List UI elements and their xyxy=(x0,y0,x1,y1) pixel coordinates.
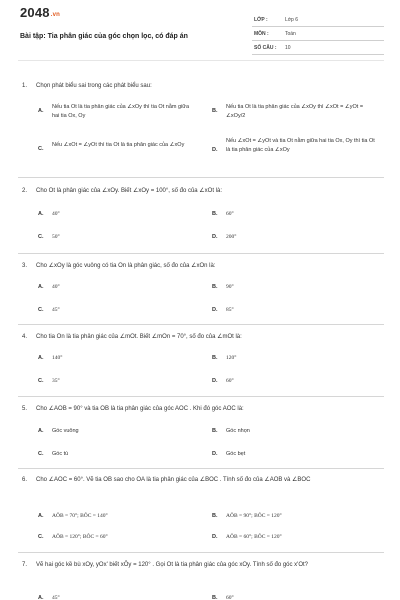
question-number: 5. xyxy=(22,406,28,412)
option-letter: A. xyxy=(38,595,44,600)
question-divider xyxy=(18,324,384,325)
option-text: 40° xyxy=(52,211,60,217)
option-text: Nếu ∠xOt = ∠yOt và tia Ot nằm giữa hai tia Ox, Oy thì tia Ot là tia phân giác của ∠xOy xyxy=(226,138,375,153)
header-divider xyxy=(18,60,384,61)
document-header xyxy=(0,0,400,68)
document-title: Bài tập: Tia phân giác của góc chọn lọc, có đáp án xyxy=(20,33,188,40)
option-letter: D. xyxy=(212,378,218,384)
option-text: AÔB = 120°; BÔC = 60° xyxy=(52,534,108,540)
meta-key: MÔN : xyxy=(254,31,269,37)
option-letter: B. xyxy=(212,108,218,114)
logo-suffix: .vn xyxy=(50,12,61,18)
option-text: 85° xyxy=(226,307,234,313)
meta-value: Toán xyxy=(285,31,296,37)
question-number: 6. xyxy=(22,477,28,483)
option-text: 35° xyxy=(52,378,60,384)
question-number: 2. xyxy=(22,188,28,194)
question-divider xyxy=(18,253,384,254)
question-text: Cho tia On là tia phân giác của ∠mOt. Biết ∠mOn = 70°, số đo của ∠mOt là: xyxy=(36,334,242,340)
question-text: Cho ∠AOB = 90° và tia OB là tia phân giác của góc AOC . Khi đó góc AOC là: xyxy=(36,406,244,412)
option-text: 90° xyxy=(226,284,234,290)
option-letter: D. xyxy=(212,534,218,540)
question-text: Cho Ot là phân giác của ∠xOy. Biết ∠xOy = 100°, số đo của ∠xOt là: xyxy=(36,188,223,194)
option-text: AÔB = 90°; BÔC = 120° xyxy=(226,513,282,519)
logo-text: 2048 xyxy=(20,5,50,20)
option-letter: C. xyxy=(38,307,44,313)
option-letter: A. xyxy=(38,108,44,114)
option-text: Nếu tia Ot là tia phân giác của ∠xOy thì tia Ot nằm giữa hai tia Ox, Oy xyxy=(52,104,190,119)
option-text: 200° xyxy=(226,234,237,240)
question-text: Cho ∠AOC = 60°. Vẽ tia OB sao cho OA là tia phân giác của ∠BOC . Tính số đo của ∠AOB và ∠BOC xyxy=(36,477,311,483)
option-text: Góc nhọn xyxy=(226,428,250,434)
option-text: 120° xyxy=(226,355,237,361)
meta-row-count xyxy=(252,42,384,55)
option-letter: A. xyxy=(38,284,44,290)
meta-value: 10 xyxy=(285,45,291,51)
option-letter: B. xyxy=(212,211,218,217)
option-text: 60° xyxy=(226,211,234,217)
option-letter: A. xyxy=(38,355,44,361)
option-letter: B. xyxy=(212,428,218,434)
option-letter: D. xyxy=(212,451,218,457)
option-text: Nếu ∠xOt = ∠yOt thì tia Ot là tia phân giác của ∠xOy xyxy=(52,142,185,148)
option-letter: C. xyxy=(38,378,44,384)
meta-key: LỚP : xyxy=(254,17,268,23)
option-letter: A. xyxy=(38,513,44,519)
option-text: Góc bẹt xyxy=(226,451,246,457)
question-divider xyxy=(18,177,384,178)
question-divider xyxy=(18,468,384,469)
question-number: 1. xyxy=(22,83,28,89)
question-divider xyxy=(18,552,384,553)
option-letter: B. xyxy=(212,355,218,361)
option-text: Góc vuông xyxy=(52,428,79,434)
question-text: Chọn phát biểu sai trong các phát biểu sau: xyxy=(36,83,152,89)
option-text: Nếu tia Ot là tia phân giác của ∠xOy thì ∠xOt = ∠yOt = ∠xOy/2 xyxy=(226,104,364,119)
meta-row-class xyxy=(252,14,384,27)
option-letter: A. xyxy=(38,428,44,434)
question-divider xyxy=(18,396,384,397)
question-text: Cho ∠xOy là góc vuông có tia On là phân giác, số đo của ∠xOn là: xyxy=(36,263,216,269)
option-letter: C. xyxy=(38,451,44,457)
question-number: 4. xyxy=(22,334,28,340)
option-text: AÔB = 60°; BÔC = 120° xyxy=(226,534,282,540)
option-letter: B. xyxy=(212,595,218,600)
question-number: 3. xyxy=(22,263,28,269)
option-text: Góc tù xyxy=(52,451,69,457)
option-letter: D. xyxy=(212,147,218,153)
option-letter: C. xyxy=(38,534,44,540)
option-letter: B. xyxy=(212,513,218,519)
meta-row-subject xyxy=(252,28,384,41)
option-letter: C. xyxy=(38,234,44,240)
option-letter: B. xyxy=(212,284,218,290)
option-text: 40° xyxy=(52,284,60,290)
meta-value: Lớp 6 xyxy=(285,17,299,23)
option-letter: D. xyxy=(212,307,218,313)
option-text: 60° xyxy=(226,378,234,384)
question-text: Vẽ hai góc kề bù xOy, yOx' biết xÔy = 120° . Gọi Ot là tia phân giác của góc xOy. Tính số đo góc x'Ot? xyxy=(36,562,308,568)
option-text: 45° xyxy=(52,307,60,313)
option-text: AÔB = 70°; BÔC = 140° xyxy=(52,513,108,519)
site-logo[interactable] xyxy=(20,5,60,20)
meta-key: SỐ CÂU : xyxy=(254,45,277,51)
option-text: 50° xyxy=(52,234,60,240)
option-letter: A. xyxy=(38,211,44,217)
option-letter: C. xyxy=(38,146,44,152)
option-text: 140° xyxy=(52,355,63,361)
option-text: 60° xyxy=(226,595,234,600)
option-text: 45° xyxy=(52,595,60,600)
option-letter: D. xyxy=(212,234,218,240)
question-number: 7. xyxy=(22,562,28,568)
